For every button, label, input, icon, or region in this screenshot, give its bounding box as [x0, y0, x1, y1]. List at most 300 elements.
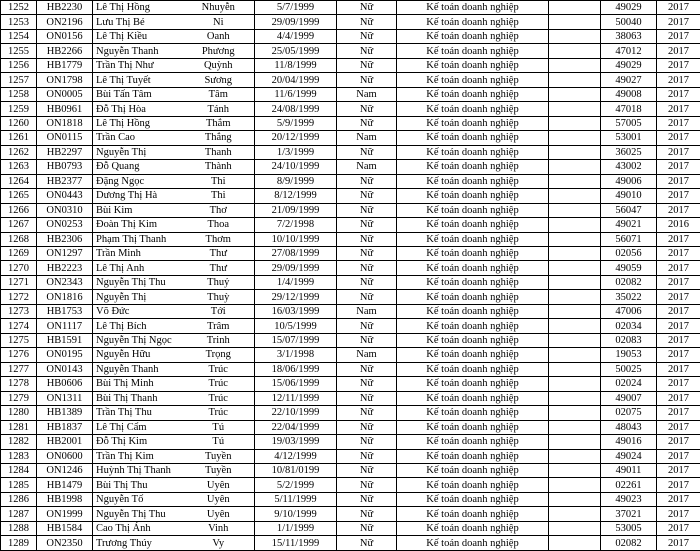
- cell-birth-date: 3/1/1998: [255, 348, 337, 362]
- cell-surname: Nguyễn Thị Ngọc: [93, 333, 183, 347]
- cell-gender: Nữ: [337, 391, 397, 405]
- cell-surname: Lê Thị Bích: [93, 319, 183, 333]
- cell-major: Kế toán doanh nghiệp: [397, 174, 549, 188]
- cell-given-name: Thư: [183, 246, 255, 260]
- cell-major: Kế toán doanh nghiệp: [397, 290, 549, 304]
- cell-given-name: Thắm: [183, 116, 255, 130]
- cell-surname: Lê Thị Anh: [93, 261, 183, 275]
- cell-surname: Nguyễn Thị: [93, 290, 183, 304]
- cell-stt: 1262: [1, 145, 37, 159]
- cell-given-name: Thơ: [183, 203, 255, 217]
- cell-empty: [549, 174, 601, 188]
- cell-birth-date: 29/09/1999: [255, 15, 337, 29]
- table-row: [1, 304, 700, 318]
- cell-student-code: HB1837: [37, 420, 93, 434]
- cell-student-code: ON1798: [37, 73, 93, 87]
- cell-empty: [549, 131, 601, 145]
- cell-birth-date: 16/03/1999: [255, 304, 337, 318]
- cell-student-code: HB1389: [37, 406, 93, 420]
- table-row: [1, 73, 700, 87]
- cell-stt: 1284: [1, 464, 37, 478]
- cell-given-name: Tâm: [183, 87, 255, 101]
- cell-school-code: 49059: [601, 261, 657, 275]
- cell-student-code: HB2223: [37, 261, 93, 275]
- cell-given-name: Thi: [183, 189, 255, 203]
- cell-year: 2017: [657, 304, 700, 318]
- cell-birth-date: 1/4/1999: [255, 275, 337, 289]
- cell-major: Kế toán doanh nghiệp: [397, 304, 549, 318]
- cell-stt: 1269: [1, 246, 37, 260]
- cell-given-name: Tới: [183, 304, 255, 318]
- cell-stt: 1264: [1, 174, 37, 188]
- cell-empty: [549, 333, 601, 347]
- cell-student-code: HB0793: [37, 160, 93, 174]
- cell-school-code: 36025: [601, 145, 657, 159]
- cell-given-name: Tánh: [183, 102, 255, 116]
- cell-empty: [549, 319, 601, 333]
- cell-year: 2017: [657, 145, 700, 159]
- cell-school-code: 49029: [601, 58, 657, 72]
- cell-school-code: 02083: [601, 333, 657, 347]
- cell-gender: Nữ: [337, 435, 397, 449]
- cell-gender: Nam: [337, 160, 397, 174]
- table-row: [1, 391, 700, 405]
- cell-gender: Nữ: [337, 29, 397, 43]
- table-row: [1, 507, 700, 521]
- cell-gender: Nữ: [337, 58, 397, 72]
- cell-empty: [549, 232, 601, 246]
- cell-birth-date: 20/12/1999: [255, 131, 337, 145]
- cell-empty: [549, 261, 601, 275]
- cell-school-code: 49027: [601, 73, 657, 87]
- cell-school-code: 49010: [601, 189, 657, 203]
- cell-birth-date: 8/12/1999: [255, 189, 337, 203]
- cell-student-code: HB2001: [37, 435, 93, 449]
- cell-student-code: ON1246: [37, 464, 93, 478]
- cell-empty: [549, 87, 601, 101]
- cell-stt: 1255: [1, 44, 37, 58]
- cell-year: 2017: [657, 102, 700, 116]
- cell-stt: 1268: [1, 232, 37, 246]
- cell-year: 2017: [657, 58, 700, 72]
- cell-surname: Phạm Thị Thanh: [93, 232, 183, 246]
- cell-school-code: 47006: [601, 304, 657, 318]
- cell-student-code: ON2350: [37, 536, 93, 550]
- cell-birth-date: 11/8/1999: [255, 58, 337, 72]
- cell-empty: [549, 420, 601, 434]
- cell-birth-date: 8/9/1999: [255, 174, 337, 188]
- cell-birth-date: 4/12/1999: [255, 449, 337, 463]
- cell-school-code: 02082: [601, 536, 657, 550]
- cell-school-code: 02056: [601, 246, 657, 260]
- cell-gender: Nữ: [337, 478, 397, 492]
- cell-major: Kế toán doanh nghiệp: [397, 435, 549, 449]
- cell-given-name: Thanh: [183, 145, 255, 159]
- cell-birth-date: 19/03/1999: [255, 435, 337, 449]
- cell-stt: 1280: [1, 406, 37, 420]
- cell-year: 2017: [657, 203, 700, 217]
- cell-student-code: ON2343: [37, 275, 93, 289]
- cell-surname: Lê Thị Hồng: [93, 116, 183, 130]
- cell-year: 2017: [657, 87, 700, 101]
- cell-birth-date: 15/07/1999: [255, 333, 337, 347]
- cell-major: Kế toán doanh nghiệp: [397, 189, 549, 203]
- cell-stt: 1276: [1, 348, 37, 362]
- cell-stt: 1261: [1, 131, 37, 145]
- cell-student-code: HB0606: [37, 377, 93, 391]
- cell-gender: Nữ: [337, 420, 397, 434]
- cell-given-name: Thơm: [183, 232, 255, 246]
- cell-student-code: ON0253: [37, 218, 93, 232]
- cell-gender: Nam: [337, 348, 397, 362]
- cell-school-code: 37021: [601, 507, 657, 521]
- cell-birth-date: 9/10/1999: [255, 507, 337, 521]
- table-row: [1, 131, 700, 145]
- cell-major: Kế toán doanh nghiệp: [397, 449, 549, 463]
- cell-school-code: 49021: [601, 218, 657, 232]
- cell-surname: Bùi Tấn Tâm: [93, 87, 183, 101]
- cell-year: 2017: [657, 406, 700, 420]
- cell-birth-date: 5/2/1999: [255, 478, 337, 492]
- cell-year: 2017: [657, 492, 700, 506]
- cell-empty: [549, 507, 601, 521]
- table-row: [1, 464, 700, 478]
- table-row: [1, 290, 700, 304]
- cell-surname: Đặng Ngọc: [93, 174, 183, 188]
- cell-surname: Lưu Thị Bé: [93, 15, 183, 29]
- cell-major: Kế toán doanh nghiệp: [397, 377, 549, 391]
- cell-school-code: 49016: [601, 435, 657, 449]
- cell-stt: 1256: [1, 58, 37, 72]
- cell-surname: Đỗ Thị Hòa: [93, 102, 183, 116]
- cell-gender: Nữ: [337, 319, 397, 333]
- cell-empty: [549, 73, 601, 87]
- cell-stt: 1286: [1, 492, 37, 506]
- cell-major: Kế toán doanh nghiệp: [397, 29, 549, 43]
- cell-given-name: Thoa: [183, 218, 255, 232]
- cell-year: 2017: [657, 160, 700, 174]
- cell-stt: 1258: [1, 87, 37, 101]
- cell-major: Kế toán doanh nghiệp: [397, 15, 549, 29]
- cell-birth-date: 29/09/1999: [255, 261, 337, 275]
- cell-stt: 1257: [1, 73, 37, 87]
- cell-gender: Nữ: [337, 521, 397, 535]
- table-row: [1, 160, 700, 174]
- cell-student-code: HB2266: [37, 44, 93, 58]
- cell-student-code: ON1816: [37, 290, 93, 304]
- cell-given-name: Tuyền: [183, 449, 255, 463]
- cell-student-code: ON0115: [37, 131, 93, 145]
- table-row: [1, 87, 700, 101]
- cell-birth-date: 4/4/1999: [255, 29, 337, 43]
- cell-major: Kế toán doanh nghiệp: [397, 492, 549, 506]
- cell-gender: Nữ: [337, 145, 397, 159]
- cell-surname: Nguyễn Thị: [93, 145, 183, 159]
- cell-surname: Nguyễn Thị Thu: [93, 275, 183, 289]
- cell-major: Kế toán doanh nghiệp: [397, 246, 549, 260]
- cell-student-code: ON2196: [37, 15, 93, 29]
- cell-major: Kế toán doanh nghiệp: [397, 87, 549, 101]
- cell-surname: Trần Minh: [93, 246, 183, 260]
- cell-empty: [549, 275, 601, 289]
- cell-school-code: 19053: [601, 348, 657, 362]
- cell-major: Kế toán doanh nghiệp: [397, 102, 549, 116]
- cell-student-code: HB1584: [37, 521, 93, 535]
- cell-surname: Nguyễn Hữu: [93, 348, 183, 362]
- cell-stt: 1279: [1, 391, 37, 405]
- cell-gender: Nữ: [337, 232, 397, 246]
- cell-year: 2017: [657, 116, 700, 130]
- cell-student-code: HB1779: [37, 58, 93, 72]
- cell-empty: [549, 449, 601, 463]
- cell-stt: 1283: [1, 449, 37, 463]
- cell-year: 2017: [657, 377, 700, 391]
- cell-empty: [549, 116, 601, 130]
- table-row: [1, 218, 700, 232]
- cell-gender: Nữ: [337, 203, 397, 217]
- cell-year: 2017: [657, 15, 700, 29]
- cell-major: Kế toán doanh nghiệp: [397, 160, 549, 174]
- cell-year: 2017: [657, 464, 700, 478]
- cell-empty: [549, 58, 601, 72]
- cell-surname: Cao Thị Ánh: [93, 521, 183, 535]
- cell-birth-date: 5/9/1999: [255, 116, 337, 130]
- cell-stt: 1281: [1, 420, 37, 434]
- table-row: [1, 435, 700, 449]
- table-row: [1, 58, 700, 72]
- cell-year: 2017: [657, 246, 700, 260]
- cell-empty: [549, 203, 601, 217]
- cell-major: Kế toán doanh nghiệp: [397, 420, 549, 434]
- cell-student-code: ON1297: [37, 246, 93, 260]
- cell-major: Kế toán doanh nghiệp: [397, 203, 549, 217]
- cell-major: Kế toán doanh nghiệp: [397, 362, 549, 376]
- cell-given-name: Quỳnh: [183, 58, 255, 72]
- cell-school-code: 50040: [601, 15, 657, 29]
- cell-given-name: Trúc: [183, 391, 255, 405]
- cell-school-code: 02075: [601, 406, 657, 420]
- cell-stt: 1288: [1, 521, 37, 535]
- cell-given-name: Thành: [183, 160, 255, 174]
- table-row: [1, 145, 700, 159]
- cell-empty: [549, 15, 601, 29]
- cell-year: 2017: [657, 73, 700, 87]
- cell-surname: Nguyễn Tố: [93, 492, 183, 506]
- cell-gender: Nữ: [337, 189, 397, 203]
- cell-gender: Nữ: [337, 102, 397, 116]
- table-row: [1, 275, 700, 289]
- cell-gender: Nữ: [337, 275, 397, 289]
- cell-surname: Lê Thị Kiều: [93, 29, 183, 43]
- table-row: [1, 333, 700, 347]
- cell-major: Kế toán doanh nghiệp: [397, 507, 549, 521]
- cell-empty: [549, 218, 601, 232]
- cell-empty: [549, 160, 601, 174]
- cell-stt: 1282: [1, 435, 37, 449]
- cell-birth-date: 24/08/1999: [255, 102, 337, 116]
- cell-birth-date: 1/1/1999: [255, 521, 337, 535]
- cell-major: Kế toán doanh nghiệp: [397, 521, 549, 535]
- table-row: [1, 348, 700, 362]
- table-row: [1, 420, 700, 434]
- cell-given-name: Tú: [183, 420, 255, 434]
- cell-surname: Huỳnh Thị Thanh: [93, 464, 183, 478]
- cell-given-name: Nhuyễn: [183, 1, 255, 15]
- cell-major: Kế toán doanh nghiệp: [397, 145, 549, 159]
- cell-year: 2017: [657, 420, 700, 434]
- cell-year: 2017: [657, 1, 700, 15]
- table-row: [1, 478, 700, 492]
- cell-stt: 1271: [1, 275, 37, 289]
- cell-stt: 1263: [1, 160, 37, 174]
- cell-surname: Trần Cao: [93, 131, 183, 145]
- cell-given-name: Vy: [183, 536, 255, 550]
- cell-empty: [549, 435, 601, 449]
- cell-school-code: 53001: [601, 131, 657, 145]
- cell-surname: Dương Thị Hà: [93, 189, 183, 203]
- cell-given-name: Uyên: [183, 507, 255, 521]
- cell-birth-date: 21/09/1999: [255, 203, 337, 217]
- cell-surname: Nguyễn Thanh: [93, 362, 183, 376]
- table-row: [1, 492, 700, 506]
- cell-major: Kế toán doanh nghiệp: [397, 1, 549, 15]
- cell-school-code: 49024: [601, 449, 657, 463]
- table-row: [1, 174, 700, 188]
- cell-year: 2017: [657, 29, 700, 43]
- cell-major: Kế toán doanh nghiệp: [397, 116, 549, 130]
- cell-given-name: Trúc: [183, 362, 255, 376]
- cell-gender: Nữ: [337, 333, 397, 347]
- cell-given-name: Thuỷ: [183, 275, 255, 289]
- cell-year: 2017: [657, 449, 700, 463]
- cell-gender: Nữ: [337, 492, 397, 506]
- cell-student-code: ON0600: [37, 449, 93, 463]
- table-row: [1, 29, 700, 43]
- cell-stt: 1273: [1, 304, 37, 318]
- cell-empty: [549, 377, 601, 391]
- cell-major: Kế toán doanh nghiệp: [397, 261, 549, 275]
- cell-school-code: 47018: [601, 102, 657, 116]
- cell-empty: [549, 290, 601, 304]
- cell-empty: [549, 492, 601, 506]
- table-row: [1, 536, 700, 550]
- cell-birth-date: 18/06/1999: [255, 362, 337, 376]
- cell-school-code: 47012: [601, 44, 657, 58]
- cell-surname: Bùi Thị Minh: [93, 377, 183, 391]
- cell-stt: 1253: [1, 15, 37, 29]
- cell-stt: 1252: [1, 1, 37, 15]
- cell-school-code: 02082: [601, 275, 657, 289]
- cell-gender: Nữ: [337, 261, 397, 275]
- cell-school-code: 35022: [601, 290, 657, 304]
- cell-gender: Nam: [337, 131, 397, 145]
- cell-stt: 1270: [1, 261, 37, 275]
- table-row: [1, 449, 700, 463]
- cell-given-name: Uyên: [183, 492, 255, 506]
- cell-empty: [549, 348, 601, 362]
- cell-stt: 1275: [1, 333, 37, 347]
- cell-given-name: Vinh: [183, 521, 255, 535]
- table-row: [1, 232, 700, 246]
- cell-student-code: HB2377: [37, 174, 93, 188]
- cell-birth-date: 1/3/1999: [255, 145, 337, 159]
- cell-empty: [549, 102, 601, 116]
- table-row: [1, 406, 700, 420]
- cell-gender: Nữ: [337, 44, 397, 58]
- cell-given-name: Trúc: [183, 377, 255, 391]
- cell-major: Kế toán doanh nghiệp: [397, 406, 549, 420]
- cell-surname: Võ Đức: [93, 304, 183, 318]
- cell-stt: 1278: [1, 377, 37, 391]
- cell-gender: Nữ: [337, 246, 397, 260]
- cell-student-code: ON1117: [37, 319, 93, 333]
- cell-gender: Nữ: [337, 73, 397, 87]
- cell-year: 2017: [657, 319, 700, 333]
- cell-major: Kế toán doanh nghiệp: [397, 536, 549, 550]
- cell-major: Kế toán doanh nghiệp: [397, 58, 549, 72]
- cell-school-code: 38063: [601, 29, 657, 43]
- cell-stt: 1265: [1, 189, 37, 203]
- cell-year: 2017: [657, 536, 700, 550]
- cell-given-name: Trinh: [183, 333, 255, 347]
- cell-birth-date: 10/81/0199: [255, 464, 337, 478]
- cell-school-code: 43002: [601, 160, 657, 174]
- cell-school-code: 49008: [601, 87, 657, 101]
- cell-empty: [549, 362, 601, 376]
- cell-birth-date: 27/08/1999: [255, 246, 337, 260]
- cell-birth-date: 22/04/1999: [255, 420, 337, 434]
- cell-student-code: ON0143: [37, 362, 93, 376]
- cell-major: Kế toán doanh nghiệp: [397, 333, 549, 347]
- cell-surname: Lê Thị Tuyết: [93, 73, 183, 87]
- cell-gender: Nữ: [337, 15, 397, 29]
- cell-year: 2017: [657, 44, 700, 58]
- cell-birth-date: 12/11/1999: [255, 391, 337, 405]
- cell-gender: Nam: [337, 87, 397, 101]
- cell-surname: Lê Thị Hồng: [93, 1, 183, 15]
- cell-given-name: Thắng: [183, 131, 255, 145]
- cell-student-code: HB0961: [37, 102, 93, 116]
- cell-stt: 1272: [1, 290, 37, 304]
- cell-student-code: HB2306: [37, 232, 93, 246]
- table-row: [1, 319, 700, 333]
- cell-student-code: ON0005: [37, 87, 93, 101]
- cell-gender: Nữ: [337, 464, 397, 478]
- cell-stt: 1254: [1, 29, 37, 43]
- cell-birth-date: 5/11/1999: [255, 492, 337, 506]
- cell-gender: Nữ: [337, 449, 397, 463]
- cell-empty: [549, 44, 601, 58]
- cell-given-name: Uyên: [183, 478, 255, 492]
- cell-year: 2017: [657, 232, 700, 246]
- cell-gender: Nữ: [337, 174, 397, 188]
- cell-gender: Nữ: [337, 290, 397, 304]
- cell-surname: Bùi Thị Thanh: [93, 391, 183, 405]
- cell-birth-date: 29/12/1999: [255, 290, 337, 304]
- cell-birth-date: 15/11/1999: [255, 536, 337, 550]
- cell-student-code: ON0310: [37, 203, 93, 217]
- cell-empty: [549, 29, 601, 43]
- table-row: [1, 102, 700, 116]
- cell-year: 2017: [657, 275, 700, 289]
- cell-student-code: ON0443: [37, 189, 93, 203]
- cell-year: 2017: [657, 478, 700, 492]
- cell-empty: [549, 189, 601, 203]
- cell-major: Kế toán doanh nghiệp: [397, 391, 549, 405]
- cell-given-name: Trúc: [183, 406, 255, 420]
- cell-year: 2017: [657, 362, 700, 376]
- cell-empty: [549, 464, 601, 478]
